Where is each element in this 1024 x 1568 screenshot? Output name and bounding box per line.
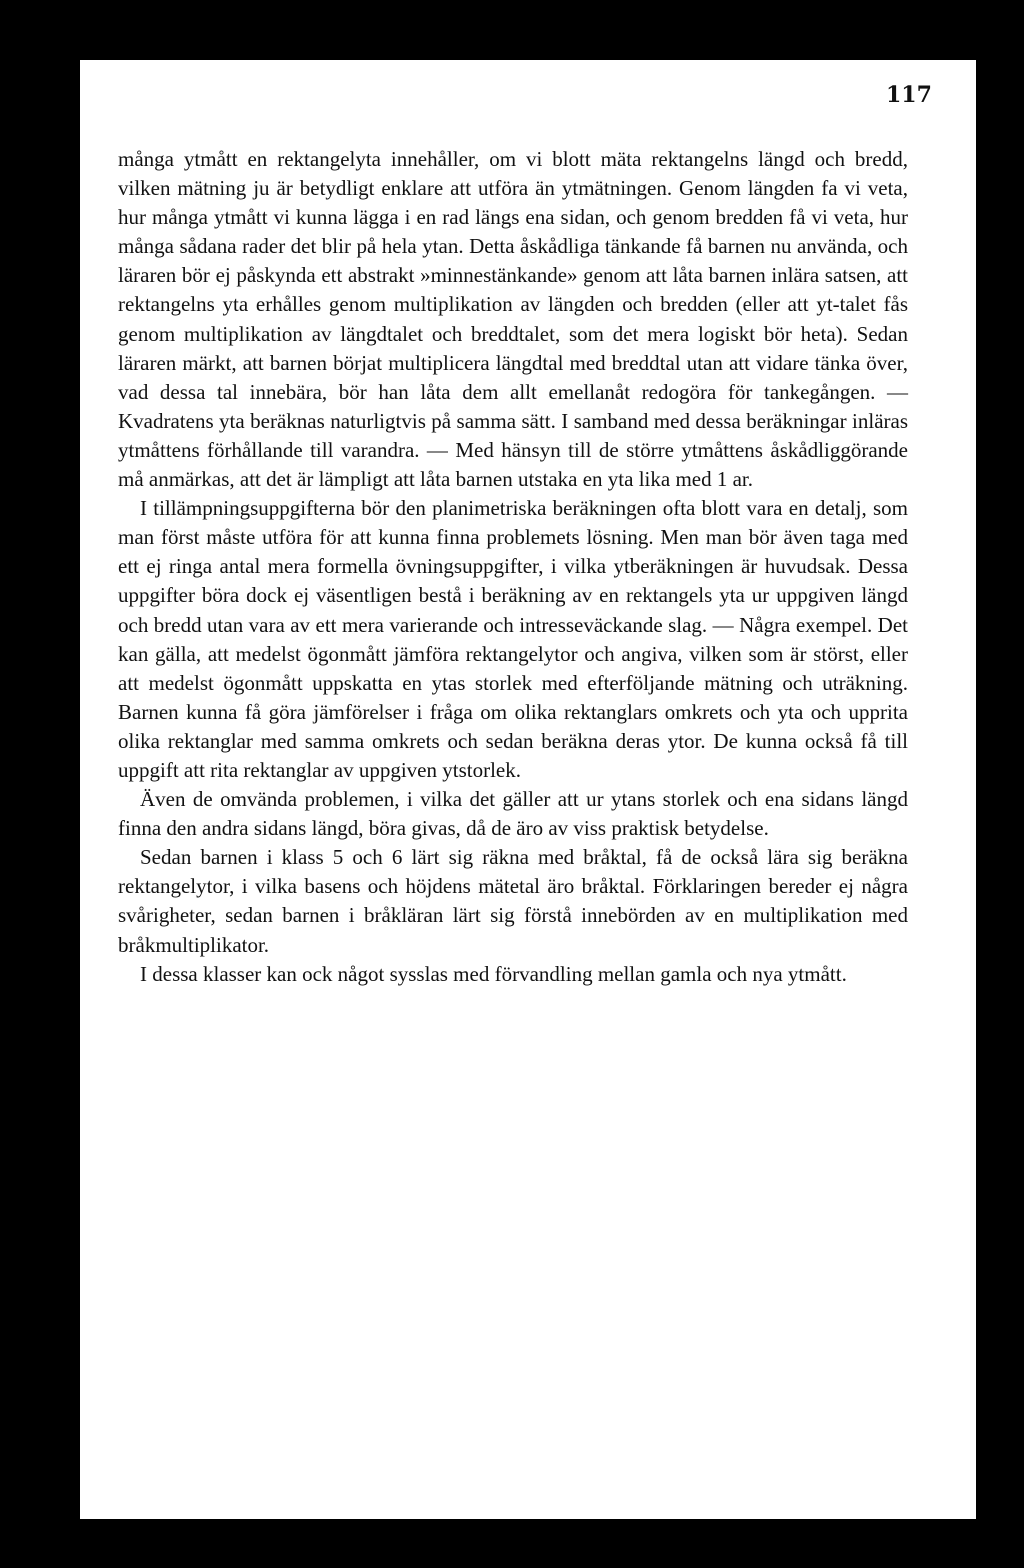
paragraph-3: Även de omvända problemen, i vilka det gäller att ur ytans storlek och ena sidans längd finna den andra sidans längd, böra givas, då de äro av viss praktisk betydelse. [118, 787, 908, 841]
book-page [80, 60, 976, 1519]
page-number: 117 [886, 82, 932, 108]
paragraph-1: många ytmått en rektangelyta innehåller, om vi blott mäta rektangelns längd och bredd, vilken mätning ju är betydligt enklare att utföra än ytmätningen. Genom längden fa vi veta, hur många ytmått vi kunna lägga i en rad längs ena sidan, och genom bredden få vi veta, hur många sådana rader det blir på hela ytan. Detta åskådliga tänkande få barnen nu använda, och läraren bör ej påskynda ett abstrakt »minnestänkande» genom att låta barnen inlära satsen, att rektangelns yta erhålles genom multiplikation av längden och bredden (eller att yt-talet fås genom multiplikation av längdtalet och breddtalet, som det mera logiskt bör heta). Sedan läraren märkt, att barnen börjat multiplicera längdtal med breddtal utan att vidare tänka över, vad dessa tal innebära, bör han låta dem allt emellanåt redogöra för tankegången. — Kvadratens yta beräknas naturligtvis på samma sätt. I samband med dessa beräkningar inläras ytmåttens förhållande till varandra. — Med hänsyn till de större ytmåttens åskådliggörande må anmärkas, att det är lämpligt att låta barnen utstaka en yta lika med 1 ar. [118, 147, 908, 492]
body-text [118, 145, 908, 989]
paragraph-5: I dessa klasser kan ock något sysslas med förvandling mellan gamla och nya ytmått. [140, 961, 847, 986]
scan-edge [976, 0, 1024, 1568]
paragraph-2: I tillämpningsuppgifterna bör den planimetriska beräkningen ofta blott vara en detalj, som man först måste utföra för att kunna finna problemets lösning. Men man bör även taga med ett ej ringa antal mera formella övningsuppgifter, i vilka ytberäkningen är huvudsak. Dessa uppgifter böra dock ej väsentligen bestå i beräkning av en rektangels yta ur uppgiven längd och bredd utan vara av ett mera varierande och intresseväckande slag. — Några exempel. Det kan gälla, att medelst ögonmått jämföra rektangelytor och angiva, vilken som är störst, eller att medelst ögonmått uppskatta en ytas storlek med efterföljande mätning och uträkning. Barnen kunna få göra jämförelser i fråga om olika rektanglars omkrets och yta och upprita olika rektanglar med samma omkrets och sedan beräkna deras ytor. De kunna också få till uppgift att rita rektanglar av uppgiven ytstorlek. [118, 496, 908, 782]
paragraph-4: Sedan barnen i klass 5 och 6 lärt sig räkna med bråktal, få de också lära sig beräkna rektangelytor, i vilka basens och höjdens mätetal äro bråktal. Förklaringen bereder ej några svårigheter, sedan barnen i bråkläran lärt sig förstå innebörden av en multiplikation med bråkmultiplikator. [118, 845, 908, 957]
